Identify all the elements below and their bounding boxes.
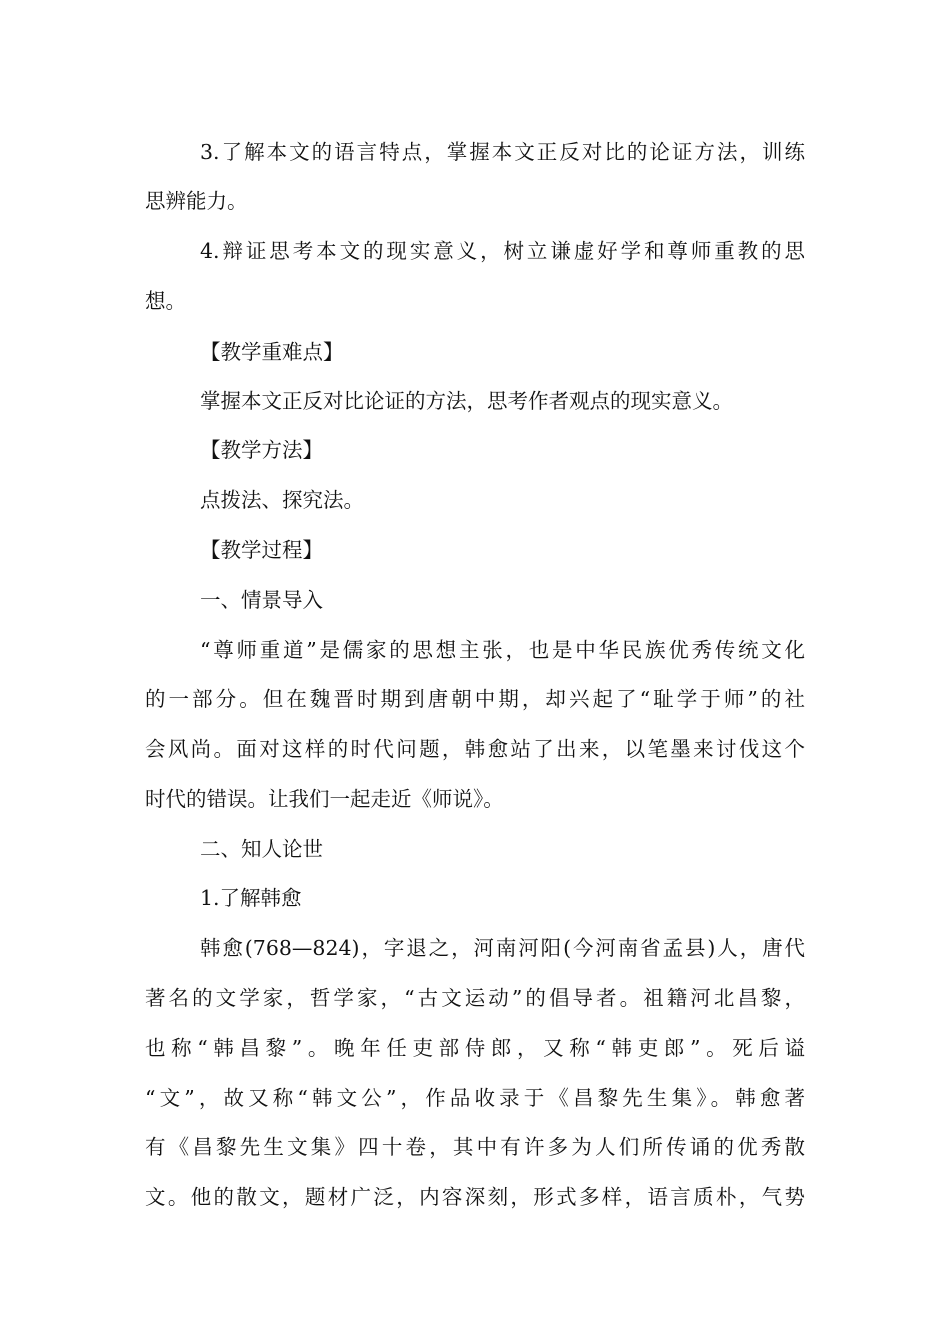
methods-heading: 【教学方法】 (200, 438, 323, 462)
process-heading: 【教学过程】 (200, 538, 323, 562)
key-points-text: 掌握本文正反对比论证的方法，思考作者观点的现实意义。 (200, 389, 733, 413)
objective-3-line-1: 3.了解本文的语言特点，掌握本文正反对比的论证方法，训练 (200, 140, 805, 164)
objective-4-line-1: 4.辩证思考本文的现实意义，树立谦虚好学和尊师重教的思 (200, 239, 805, 263)
section-1-paragraph-line: 时代的错误。让我们一起走近《师说》。 (145, 787, 504, 811)
han-yu-paragraph-line: 有《昌黎先生文集》四十卷，其中有许多为人们所传诵的优秀散 (145, 1135, 805, 1159)
section-2-heading: 二、知人论世 (200, 837, 323, 861)
key-points-heading: 【教学重难点】 (200, 340, 344, 364)
han-yu-paragraph-line: 著名的文学家，哲学家，“古文运动”的倡导者。祖籍河北昌黎， (145, 986, 805, 1010)
objective-3-line-2: 思辨能力。 (145, 189, 248, 213)
objective-4-line-2: 想。 (145, 289, 186, 313)
methods-text: 点拨法、探究法。 (200, 488, 364, 512)
section-1-paragraph-line: “尊师重道”是儒家的思想主张，也是中华民族优秀传统文化 (200, 638, 805, 662)
subsection-1-heading: 1.了解韩愈 (200, 886, 302, 910)
han-yu-paragraph-line: “文”，故又称“韩文公”，作品收录于《昌黎先生集》。韩愈著 (145, 1086, 805, 1110)
section-1-paragraph-line: 的一部分。但在魏晋时期到唐朝中期，却兴起了“耻学于师”的社 (145, 687, 805, 711)
han-yu-paragraph-line: 也称“韩昌黎”。晚年任吏部侍郎，又称“韩吏郎”。死后谥 (145, 1036, 805, 1060)
section-1-heading: 一、情景导入 (200, 588, 323, 612)
section-1-paragraph-line: 会风尚。面对这样的时代问题，韩愈站了出来，以笔墨来讨伐这个 (145, 737, 805, 761)
han-yu-paragraph-line: 韩愈(768—824)，字退之，河南河阳(今河南省孟县)人，唐代 (200, 936, 805, 960)
han-yu-paragraph-line: 文。他的散文，题材广泛，内容深刻，形式多样，语言质朴，气势 (145, 1185, 805, 1209)
